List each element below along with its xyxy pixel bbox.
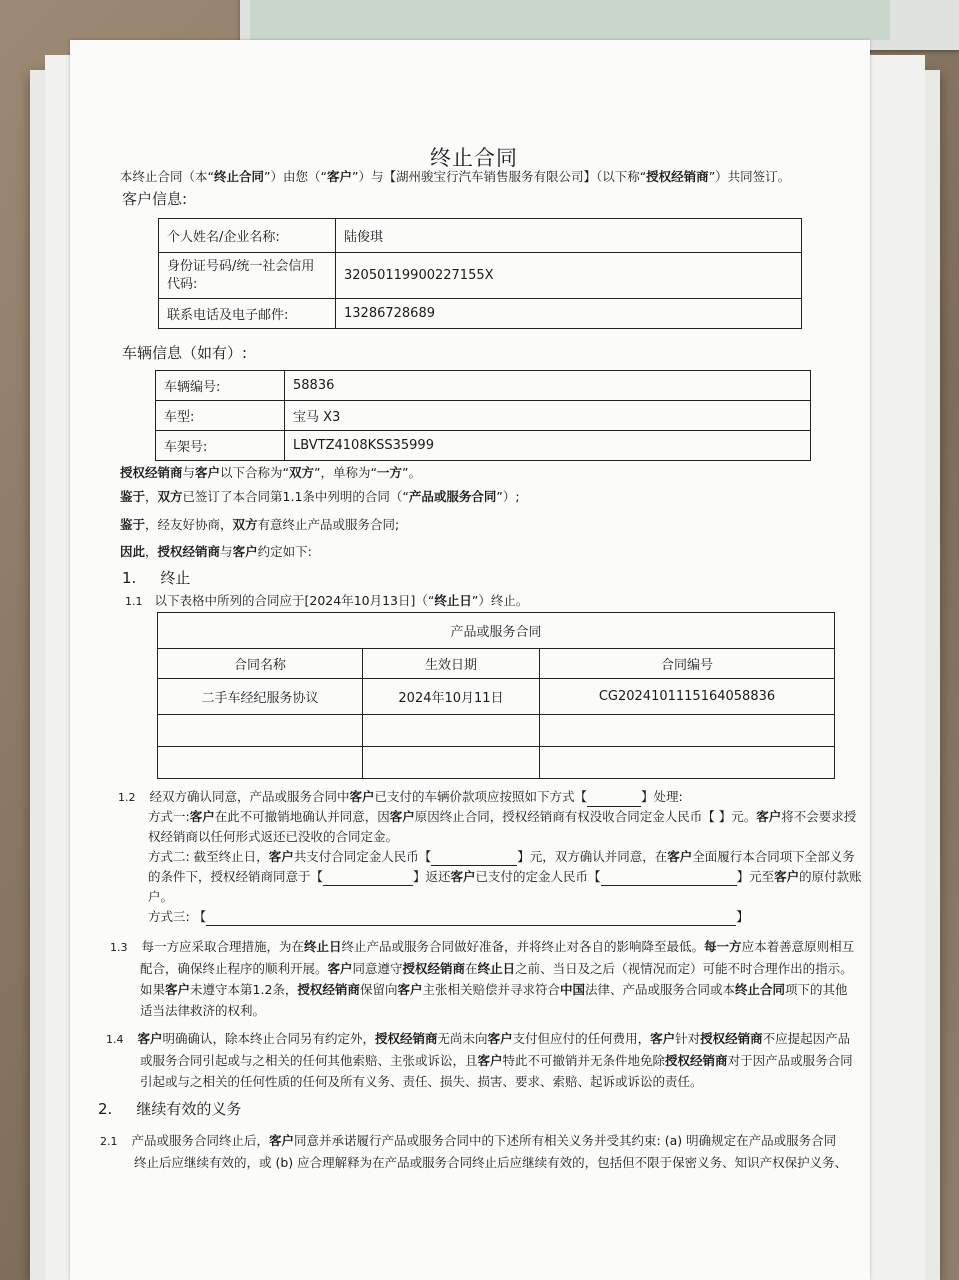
option-2	[148, 848, 855, 866]
text: 约定如下:	[257, 544, 312, 559]
bold-term: 双方	[289, 465, 315, 480]
customer-heading: 客户信息:	[122, 190, 188, 208]
background-paper-green	[250, 0, 890, 40]
customer-info-table	[158, 218, 802, 329]
bold-term: 客户	[774, 869, 800, 884]
bold-term: 客户	[477, 1053, 503, 1068]
table-header-row	[158, 649, 835, 679]
text: 主张相关赔偿并寻求符合	[422, 982, 560, 997]
text: 以下表格中所列的合同应于[2024年10月13日]（“	[154, 593, 435, 608]
bold-term: 终止日	[434, 593, 472, 608]
text: 或服务合同引起或与之相关的任何其他索赔、主张或诉讼，且	[140, 1053, 478, 1068]
text: 无尚未向	[437, 1031, 488, 1046]
text: 如果	[140, 982, 166, 997]
text: 之前、当日及之后（视情况而定）可能不时合理作出的指示。	[515, 961, 853, 976]
table-cell	[540, 747, 835, 779]
table-cell	[540, 715, 835, 747]
text: 针对	[675, 1031, 701, 1046]
option-1	[148, 808, 856, 826]
section-number: 2.	[98, 1100, 113, 1118]
table-cell: 2024年10月11日	[363, 679, 540, 715]
text: ”，单称为“	[314, 465, 377, 480]
clause-2-1	[100, 1130, 847, 1173]
whereas-2	[120, 516, 399, 534]
text: 项下的其他	[785, 982, 848, 997]
bold-term: 中国	[559, 982, 585, 997]
table-row	[158, 679, 835, 715]
clause-line	[100, 1130, 847, 1152]
text: 】元，双方确认并同意，在	[517, 849, 668, 864]
text: ”。	[402, 465, 421, 480]
bold-term: 客户	[349, 789, 375, 804]
blank-field	[601, 885, 737, 886]
text: 保留向	[359, 982, 398, 997]
intro-line	[120, 168, 790, 186]
text: 】	[736, 909, 749, 924]
text: 未遵守本第1.2条，	[190, 982, 298, 997]
bold-term: 客户	[269, 1133, 295, 1148]
whereas-1	[120, 488, 520, 506]
clause-line	[106, 1028, 853, 1050]
customer-value: 32050119900227155X	[336, 253, 802, 299]
text: 产品或服务合同终止后，	[131, 1133, 270, 1148]
section-2-heading	[98, 1098, 241, 1119]
table-row	[159, 299, 802, 329]
table-row	[159, 219, 802, 253]
bold-term: 一方	[377, 465, 403, 480]
table-row	[159, 253, 802, 299]
text: 同意遵守	[352, 961, 403, 976]
text: 】处理:	[641, 789, 683, 804]
text: ，经友好协商，	[145, 517, 233, 532]
blank-field	[587, 806, 641, 807]
bold-term: 客户	[450, 869, 476, 884]
intro-bold: 授权经销商	[646, 169, 709, 184]
customer-label: 身份证号码/统一社会信用代码:	[159, 253, 336, 299]
clause-line	[110, 936, 854, 958]
table-row	[156, 371, 811, 401]
bold-term: 客户	[397, 982, 423, 997]
text: 全面履行本合同项下全部义务	[692, 849, 855, 864]
section-number: 1.	[122, 569, 137, 587]
text: 】返还	[413, 869, 451, 884]
bold-term: 客户	[756, 809, 782, 824]
table-row	[156, 431, 811, 461]
bold-term: 客户	[165, 982, 191, 997]
text: 同意并承诺履行产品或服务合同中的下述所有相关义务并受其约束: (a) 明确规定在产品或服务合同	[294, 1133, 837, 1148]
clause-1-3	[110, 936, 854, 1021]
bold-term: 客户	[327, 961, 353, 976]
option-2-end: 户。	[148, 889, 174, 904]
page-title: 终止合同	[430, 146, 518, 170]
clause-number: 1.3	[110, 941, 128, 954]
text: 在	[465, 961, 478, 976]
clause-1-4	[106, 1028, 853, 1092]
therefore-line	[120, 543, 312, 561]
table-cell	[158, 715, 363, 747]
text: 方式三: 【	[148, 909, 207, 924]
text: ”）终止。	[471, 593, 529, 608]
bold-term: 客户	[137, 1031, 163, 1046]
column-header: 生效日期	[363, 649, 540, 679]
text: 将不会要求授	[781, 809, 857, 824]
bold-term: 客户	[268, 849, 294, 864]
bold-term: 授权经销商	[402, 961, 466, 976]
clause-number: 1.2	[118, 791, 136, 804]
text: 不应提起因产品	[762, 1031, 851, 1046]
text: 在此不可撤销地确认并同意，因	[214, 809, 390, 824]
bold-term: 双方	[232, 517, 258, 532]
bold-term: 因此	[120, 544, 146, 559]
bold-term: 双方	[157, 489, 183, 504]
customer-value: 陆俊琪	[336, 219, 802, 253]
intro-text: ”）共同签订。	[708, 169, 791, 184]
text: 配合，确保终止程序的顺利开展。	[140, 961, 328, 976]
clause-line	[140, 958, 854, 979]
clause-line: 适当法律救济的权利。	[140, 1003, 266, 1018]
contract-table	[157, 612, 835, 779]
vehicle-info-table	[155, 370, 811, 461]
table-cell: 二手车经纪服务协议	[158, 679, 363, 715]
intro-text: ”）由您（“	[264, 169, 327, 184]
bold-term: 终止日	[304, 939, 342, 954]
option-1-cont: 权经销商以任何形式返还已没收的合同定金。	[148, 829, 399, 844]
text: 法律、产品或服务合同或本	[585, 982, 736, 997]
bold-term: 客户	[650, 1031, 676, 1046]
blank-field	[206, 925, 736, 926]
bold-term: 授权经销商	[120, 465, 183, 480]
text: 共支付合同定金人民币【	[293, 849, 432, 864]
bold-term: 授权经销商	[375, 1031, 438, 1046]
blank-field	[323, 885, 413, 886]
customer-label: 个人姓名/企业名称:	[159, 219, 336, 253]
text: 应本着善意原则相互	[741, 939, 855, 954]
bold-term: 鉴于	[120, 517, 146, 532]
customer-value: 13286728689	[336, 299, 802, 329]
text: 终止产品或服务合同做好准备，并将终止对各自的影响降至最低。	[341, 939, 705, 954]
vehicle-label: 车型:	[156, 401, 285, 431]
table-caption-row	[158, 613, 835, 649]
section-1-heading	[122, 567, 190, 588]
bold-term: 客户	[389, 809, 415, 824]
text: 原因终止合同，授权经销商有权没收合同定金人民币【 】元。	[414, 809, 757, 824]
section-title: 终止	[160, 569, 191, 587]
table-cell	[158, 747, 363, 779]
customer-label: 联系电话及电子邮件:	[159, 299, 336, 329]
column-header: 合同名称	[158, 649, 363, 679]
text: 有意终止产品或服务合同;	[257, 517, 400, 532]
text: 】元至	[736, 869, 775, 884]
table-cell	[363, 715, 540, 747]
text: 对于因产品或服务合同	[727, 1053, 853, 1068]
text: 的原付款账	[799, 869, 862, 884]
column-header: 合同编号	[540, 649, 835, 679]
text: ”）;	[496, 489, 520, 504]
clause-1-2	[118, 788, 683, 807]
text: ，	[145, 544, 158, 559]
vehicle-heading: 车辆信息（如有）:	[122, 344, 248, 362]
table-row-empty	[158, 747, 835, 779]
text: 明确确认，除本终止合同另有约定外，	[162, 1031, 376, 1046]
document-page	[70, 40, 870, 1280]
text: 经双方确认同意，产品或服务合同中	[149, 789, 350, 804]
text: 的条件下，授权经销商同意于【	[148, 869, 324, 884]
clause-line: 终止后应继续有效的，或 (b) 应合理解释为在产品或服务合同终止后应继续有效的，包括但不限于保密义务、知识产权保护义务、	[134, 1155, 848, 1170]
bold-term: 鉴于	[120, 489, 146, 504]
bold-term: 授权经销商	[665, 1053, 728, 1068]
bold-term: 终止合同	[735, 982, 786, 997]
table-cell	[363, 747, 540, 779]
clause-number: 1.4	[106, 1033, 124, 1046]
text: 特此不可撤销并无条件地免除	[502, 1053, 666, 1068]
text: 已支付的车辆价款项应按照如下方式【	[374, 789, 588, 804]
vehicle-label: 车辆编号:	[156, 371, 285, 401]
text: 已支付的定金人民币【	[475, 869, 601, 884]
option-3	[148, 908, 749, 926]
clause-line	[140, 1050, 853, 1071]
parties-line	[120, 464, 421, 482]
text: 与	[182, 465, 196, 480]
intro-text: 本终止合同（本“	[120, 169, 214, 184]
text: 方式一:	[148, 809, 190, 824]
vehicle-label: 车架号:	[156, 431, 285, 461]
clause-number: 2.1	[100, 1135, 118, 1148]
text: 方式二: 截至终止日，	[148, 849, 269, 864]
vehicle-value: LBVTZ4108KSS35999	[285, 431, 811, 461]
vehicle-value: 58836	[285, 371, 811, 401]
intro-bold: 终止合同	[213, 169, 264, 184]
bold-term: 授权经销商	[157, 544, 221, 559]
text: 与	[220, 544, 233, 559]
text: ，	[145, 489, 158, 504]
table-row-empty	[158, 715, 835, 747]
bold-term: 客户	[232, 544, 258, 559]
clause-number: 1.1	[125, 595, 143, 608]
text: 已签订了本合同第1.1条中列明的合同（“	[182, 489, 409, 504]
clause-1-1	[125, 592, 528, 611]
text: 以下合称为“	[220, 465, 290, 480]
bold-term: 产品或服务合同	[408, 489, 497, 504]
intro-bold: 客户	[326, 169, 352, 184]
bold-term: 客户	[195, 465, 221, 480]
bold-term: 每一方	[704, 939, 742, 954]
intro-text: ”）与【湖州骏宝行汽车销售服务有限公司】（以下称“	[351, 169, 647, 184]
table-cell: CG2024101115164058836	[540, 679, 835, 715]
table-row	[156, 401, 811, 431]
bold-term: 授权经销商	[297, 982, 360, 997]
vehicle-value: 宝马 X3	[285, 401, 811, 431]
text: 每一方应采取合理措施，为在	[141, 939, 305, 954]
clause-line: 引起或与之相关的任何性质的任何及所有义务、责任、损失、损害、要求、索赔、起诉或诉讼的责任。	[140, 1074, 703, 1089]
bold-term: 客户	[487, 1031, 513, 1046]
bold-term: 客户	[667, 849, 693, 864]
blank-field	[431, 865, 517, 866]
table-caption: 产品或服务合同	[158, 613, 835, 649]
bold-term: 客户	[189, 809, 215, 824]
text: 支付但应付的任何费用，	[512, 1031, 651, 1046]
section-title: 继续有效的义务	[136, 1100, 242, 1118]
bold-term: 授权经销商	[700, 1031, 763, 1046]
bold-term: 终止日	[477, 961, 516, 976]
option-2-cont	[148, 868, 862, 886]
clause-line	[140, 979, 854, 1000]
